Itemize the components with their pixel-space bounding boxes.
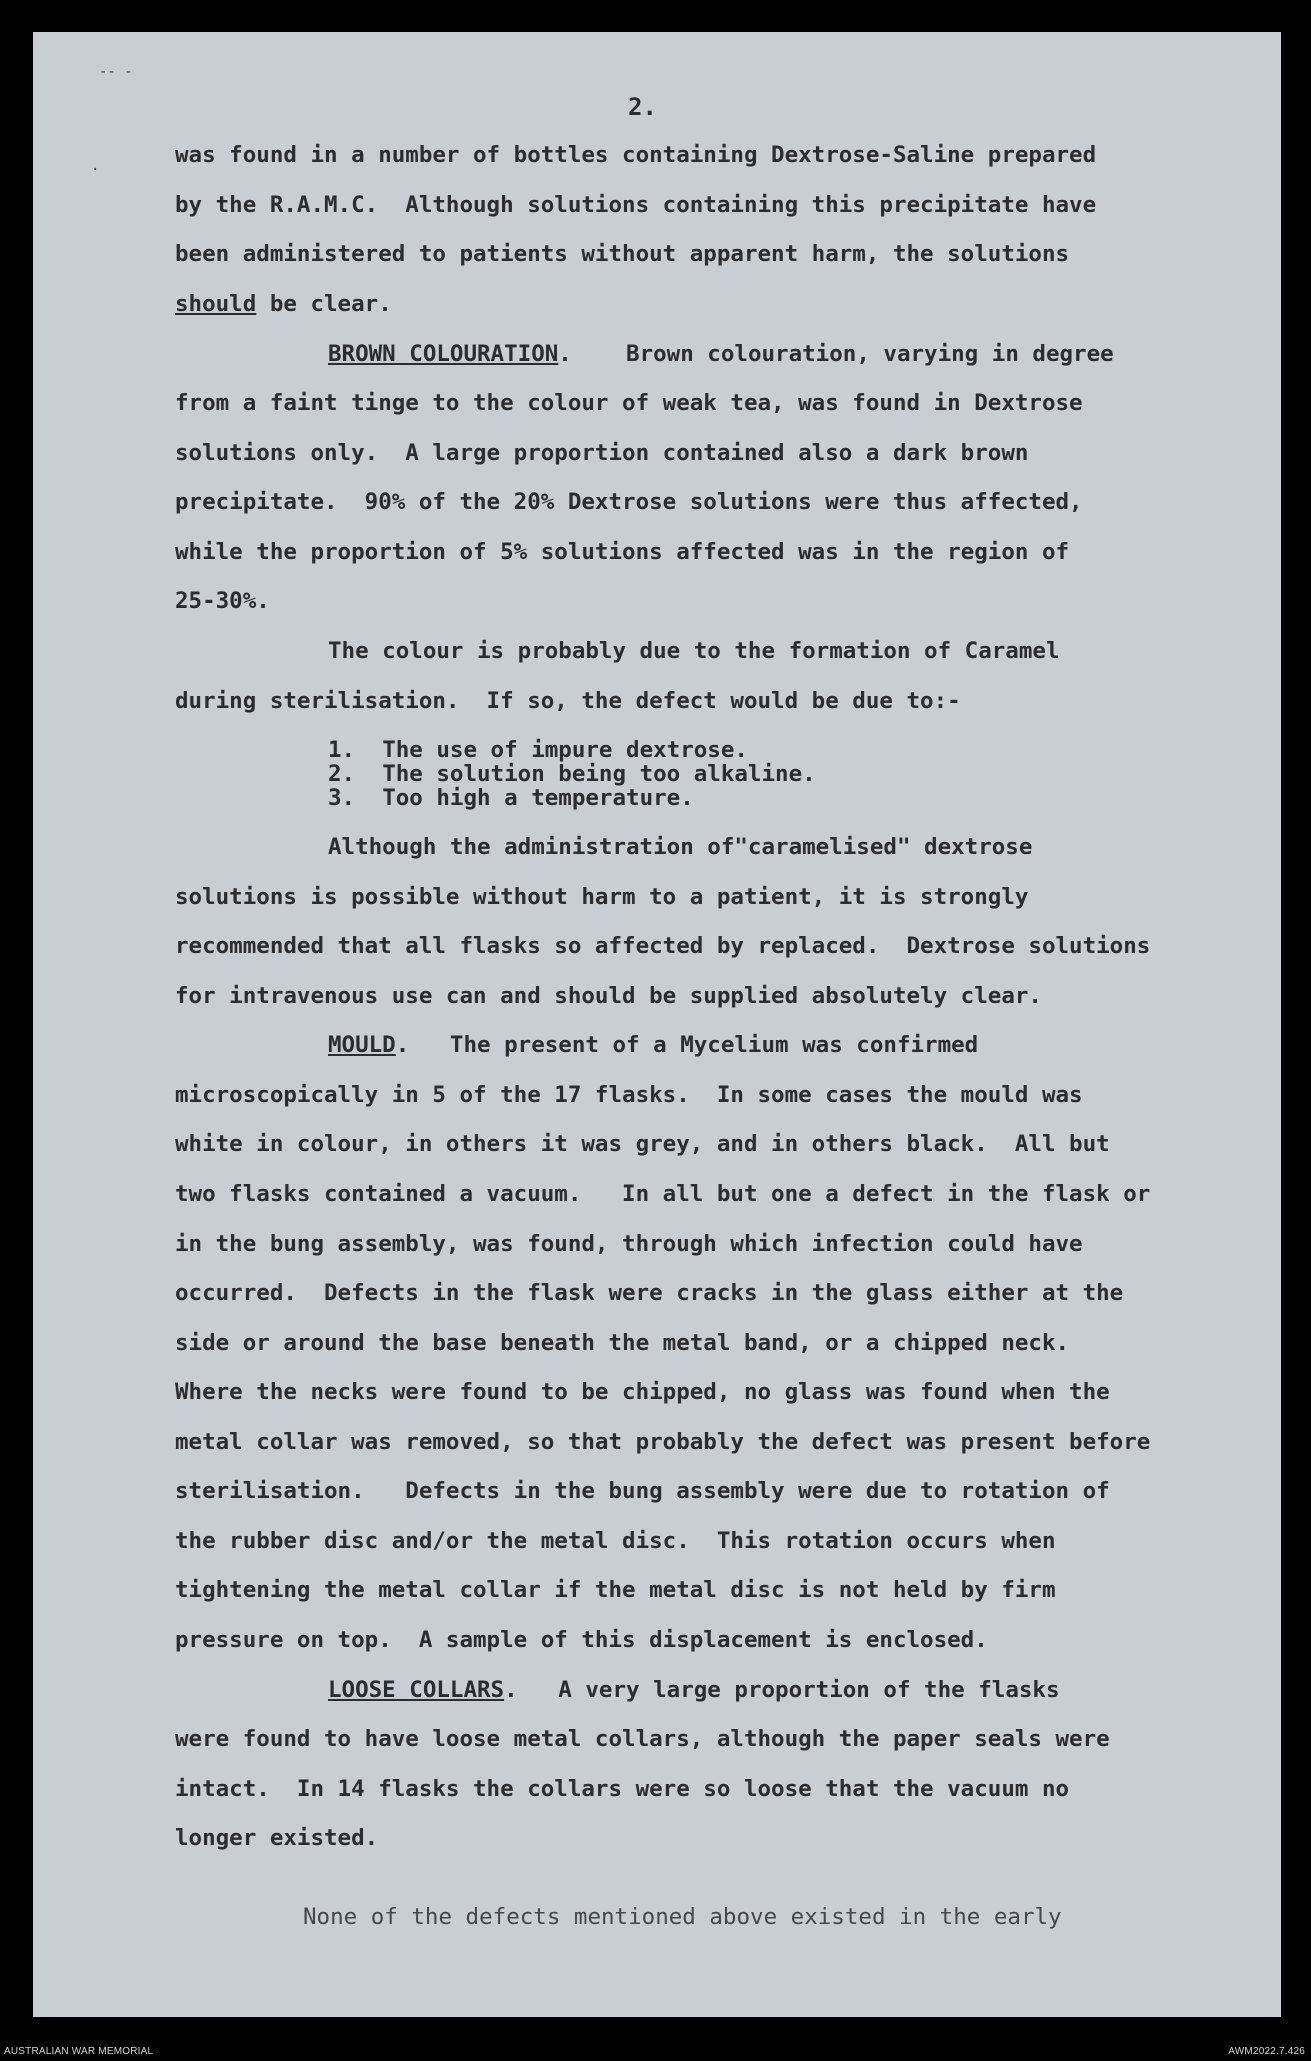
text-line: from a faint tinge to the colour of weak tea, was found in Dextrose: [175, 390, 1083, 416]
text-line: while the proportion of 5% solutions affected was in the region of: [175, 539, 1070, 565]
typed-page: [33, 32, 1281, 2017]
text-line: metal collar was removed, so that probably the defect was present before: [175, 1429, 1151, 1455]
text-line: Although the administration of"caramelised" dextrose: [328, 834, 1033, 860]
text-line: solutions only. A large proportion contained also a dark brown: [175, 440, 1029, 466]
text-line: white in colour, in others it was grey, and in others black. All but: [175, 1131, 1110, 1157]
text-line: tightening the metal collar if the metal disc is not held by firm: [175, 1577, 1056, 1603]
text-line: Where the necks were found to be chipped, no glass was found when the: [175, 1379, 1110, 1405]
text-line: during sterilisation. If so, the defect would be due to:-: [175, 688, 961, 714]
text-line: microscopically in 5 of the 17 flasks. In some cases the mould was: [175, 1082, 1083, 1108]
text-line-continued: None of the defects mentioned above existed in the early: [303, 1904, 1062, 1930]
text-line: should be clear.: [175, 291, 392, 317]
footer-catalogue-id: AWM2022.7.426: [1228, 2046, 1305, 2057]
text-line: occurred. Defects in the flask were cracks in the glass either at the: [175, 1280, 1124, 1306]
text-line: the rubber disc and/or the metal disc. This rotation occurs when: [175, 1528, 1056, 1554]
text-line: recommended that all flasks so affected by replaced. Dextrose solutions: [175, 933, 1151, 959]
heading-loose-collars: LOOSE COLLARS: [328, 1677, 505, 1703]
text-line: by the R.A.M.C. Although solutions containing this precipitate have: [175, 192, 1097, 218]
footer-institution: AUSTRALIAN WAR MEMORIAL: [4, 2046, 154, 2057]
margin-mark: -- -: [99, 64, 133, 80]
text-line: precipitate. 90% of the 20% Dextrose solutions were thus affected,: [175, 489, 1083, 515]
text-line: BROWN COLOURATION. Brown colouration, varying in degree: [328, 341, 1114, 367]
text-line: was found in a number of bottles containing Dextrose-Saline prepared: [175, 142, 1097, 168]
page-number: 2.: [628, 93, 657, 121]
text-line: side or around the base beneath the metal band, or a chipped neck.: [175, 1330, 1070, 1356]
margin-mark: .: [91, 158, 100, 174]
text-line: longer existed.: [175, 1825, 379, 1851]
text-line: MOULD. The present of a Mycelium was confirmed: [328, 1032, 979, 1058]
text-line: sterilisation. Defects in the bung assembly were due to rotation of: [175, 1478, 1110, 1504]
text-line: were found to have loose metal collars, although the paper seals were: [175, 1726, 1110, 1752]
text-line: The colour is probably due to the formation of Caramel: [328, 638, 1060, 664]
text-line: in the bung assembly, was found, through which infection could have: [175, 1231, 1083, 1257]
text-line: pressure on top. A sample of this displacement is enclosed.: [175, 1627, 988, 1653]
heading-mould: MOULD: [328, 1032, 396, 1058]
text-line: intact. In 14 flasks the collars were so loose that the vacuum no: [175, 1776, 1070, 1802]
text-line: solutions is possible without harm to a patient, it is strongly: [175, 884, 1029, 910]
text-line: two flasks contained a vacuum. In all but one a defect in the flask or: [175, 1181, 1151, 1207]
list-item: 3. Too high a temperature.: [328, 785, 694, 811]
list-item: 2. The solution being too alkaline.: [328, 761, 816, 787]
text-line: for intravenous use can and should be supplied absolutely clear.: [175, 983, 1042, 1009]
text-line: been administered to patients without apparent harm, the solutions: [175, 241, 1070, 267]
text-line: 25-30%.: [175, 588, 270, 614]
text-line: LOOSE COLLARS. A very large proportion of the flasks: [328, 1677, 1060, 1703]
list-item: 1. The use of impure dextrose.: [328, 737, 748, 763]
heading-brown-colouration: BROWN COLOURATION: [328, 341, 559, 367]
emphasis-should: should: [175, 291, 257, 317]
